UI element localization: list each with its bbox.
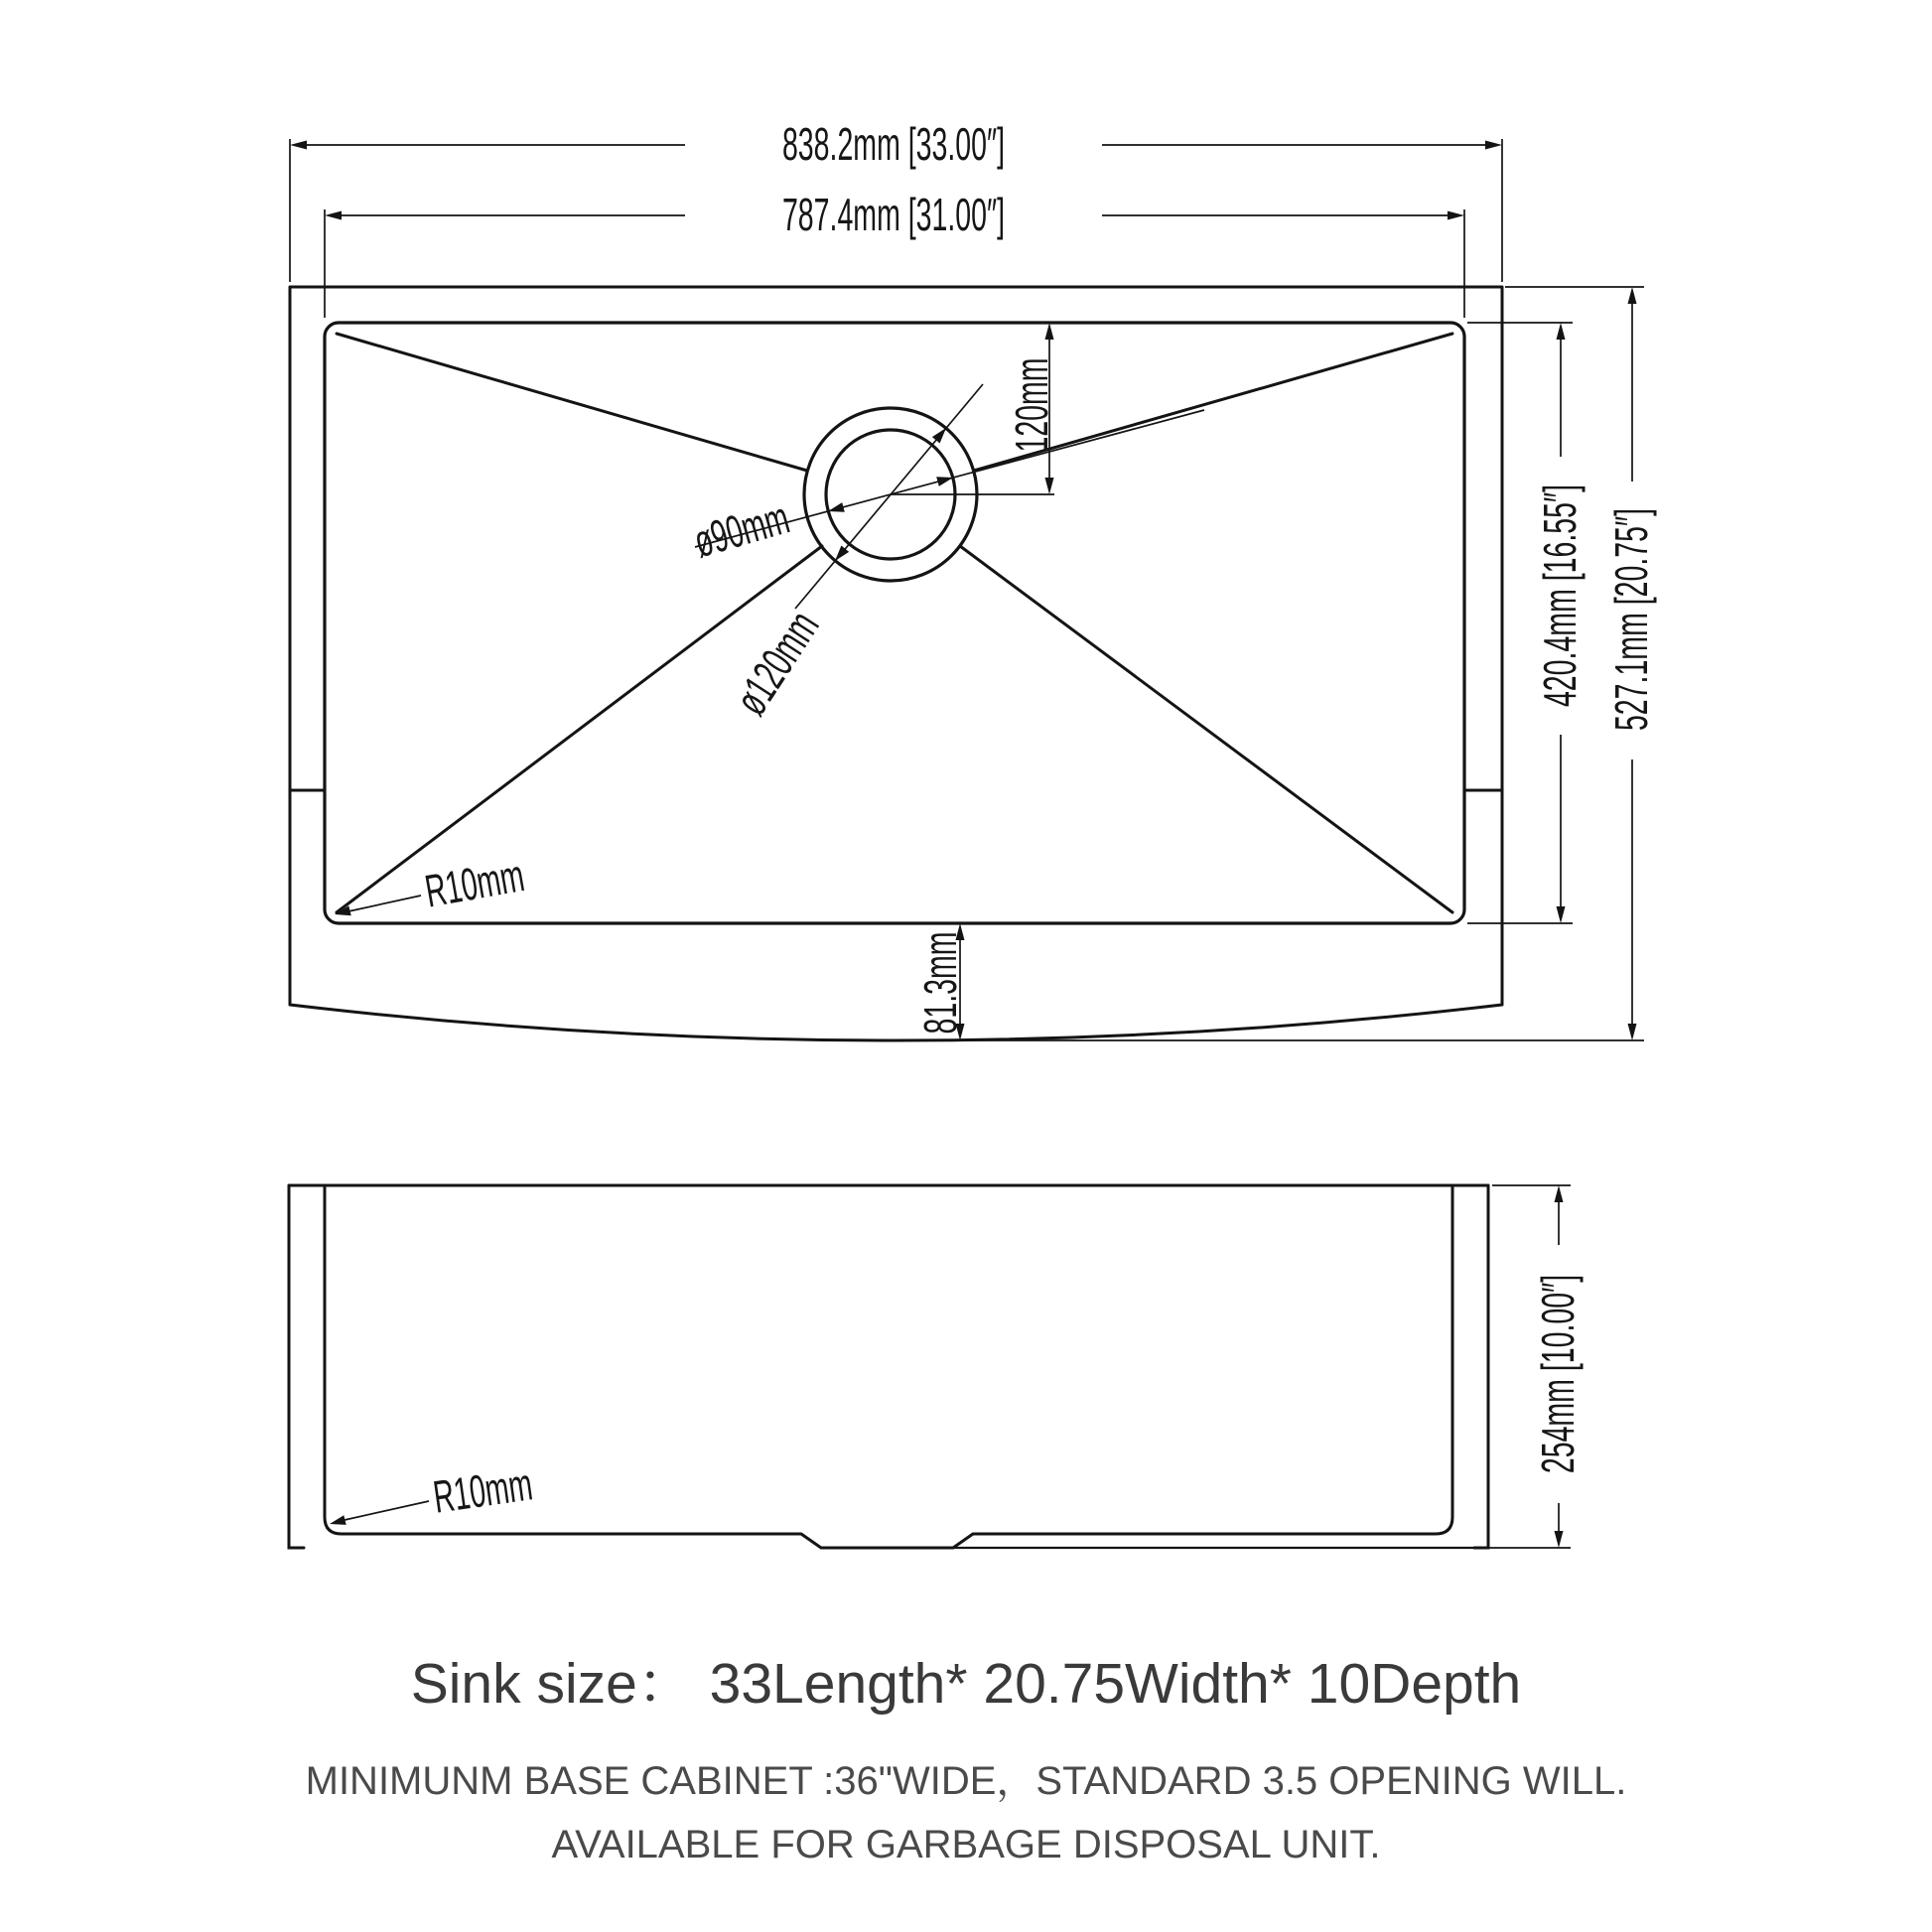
disposal-note: AVAILABLE FOR GARBAGE DISPOSAL UNIT. bbox=[551, 1823, 1381, 1866]
top-view bbox=[290, 119, 1658, 1040]
arrow-up-icon bbox=[1045, 323, 1054, 340]
arrow-up-icon bbox=[1557, 323, 1566, 340]
cabinet-note: MINIMUNM BASE CABINET :36"WIDE，STANDARD 3.5 OPENING WILL. bbox=[305, 1759, 1627, 1803]
arrow-down-icon bbox=[1045, 478, 1054, 494]
side-left-outer-wall bbox=[289, 1185, 304, 1548]
dim-corner-radius-top bbox=[335, 850, 528, 917]
dim-drain-outer-label: ø120mm bbox=[725, 602, 830, 725]
sink-size-title: Sink size： 33Length* 20.75Width* 10Depth bbox=[410, 1652, 1522, 1716]
apron-front-curve bbox=[290, 1005, 1502, 1040]
arrow-down-icon bbox=[1555, 1531, 1564, 1548]
corner-radius-label: R10mm bbox=[430, 1458, 536, 1524]
corner-radius-label: R10mm bbox=[421, 850, 528, 918]
dim-outer-width-label: 838.2mm [33.00″] bbox=[781, 119, 1006, 171]
arrow-icon bbox=[936, 477, 953, 486]
caption-block bbox=[0, 1638, 1932, 1876]
bowl-outline bbox=[325, 323, 1464, 923]
dim-side-height-label: 254mm [10.00″] bbox=[1533, 1274, 1585, 1474]
dim-inner-depth bbox=[1467, 323, 1587, 923]
dim-inner-depth-label: 420.4mm [16.55″] bbox=[1535, 483, 1587, 708]
side-right-outer-wall bbox=[1474, 1185, 1488, 1548]
arrow-down-icon bbox=[1557, 906, 1566, 923]
arrow-icon bbox=[828, 502, 845, 512]
dim-drain-inner bbox=[688, 410, 1204, 568]
bowl-slope-diagonals bbox=[337, 334, 1452, 912]
dim-inner-width-label: 787.4mm [31.00″] bbox=[781, 190, 1006, 241]
arrow-left-icon bbox=[325, 211, 342, 220]
arrow-icon bbox=[330, 1515, 346, 1525]
dim-inner-width bbox=[325, 190, 1464, 318]
arrow-right-icon bbox=[1485, 141, 1502, 150]
dim-drain-offset-label: 120mm bbox=[1007, 357, 1058, 453]
arrow-up-icon bbox=[1628, 287, 1637, 304]
arrow-right-icon bbox=[1448, 211, 1464, 220]
arrow-down-icon bbox=[1628, 1024, 1637, 1040]
dim-corner-radius-side bbox=[330, 1459, 535, 1525]
dim-drain-outer bbox=[726, 384, 983, 724]
side-view bbox=[289, 1185, 1585, 1548]
dim-drain-inner-label: ø90mm bbox=[688, 491, 795, 569]
dim-side-height bbox=[1475, 1185, 1585, 1548]
dim-outer-depth-label: 527.1mm [20.75″] bbox=[1606, 507, 1658, 732]
dim-apron-gap bbox=[915, 923, 967, 1040]
arrow-icon bbox=[932, 428, 946, 444]
dim-apron-gap-label: 81.3mm bbox=[915, 931, 967, 1035]
arrow-left-icon bbox=[290, 141, 307, 150]
arrow-up-icon bbox=[1555, 1185, 1564, 1202]
